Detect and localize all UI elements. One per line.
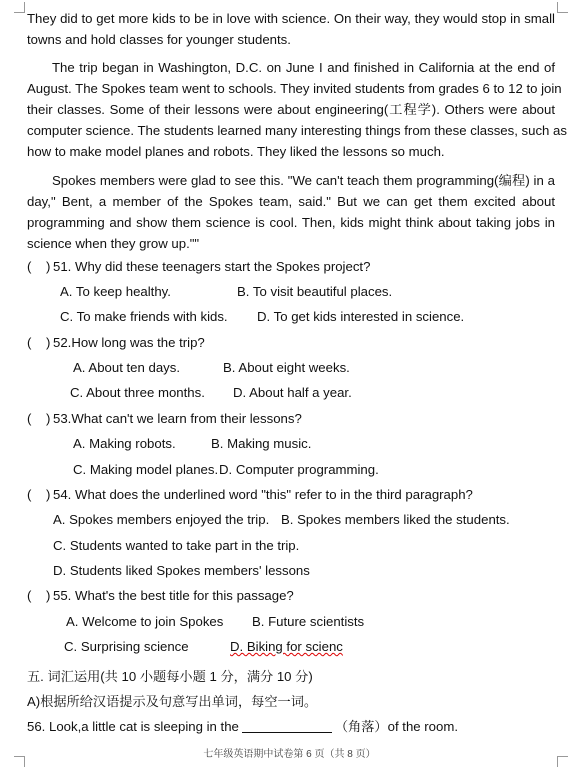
question-stem: 53.What can't we learn from their lessons? [53, 411, 302, 426]
passage-line: August. The Spokes team went to schools. They invited students from grades 6 to 12 to join [27, 81, 562, 96]
passage-line: They did to get more kids to be in love with science. On their way, they would stop in small [27, 11, 555, 26]
margin-corner-top-right [557, 2, 568, 13]
option-b: B. Future scientists [252, 614, 365, 629]
option-c: C. Surprising science [64, 639, 189, 654]
answer-paren-close: ) [46, 411, 51, 426]
passage-line: their classes. Some of their lessons were about engineering(工程学). Others were about [27, 102, 555, 117]
option-d: D. Students liked Spokes members' lessons [53, 563, 310, 578]
section-heading: 五. 词汇运用(共 10 小题每小题 1 分，满分 10 分) [27, 669, 313, 684]
option-d: D. About half a year. [233, 385, 352, 400]
option-c: C. Making model planes. [73, 462, 219, 477]
option-c: C. About three months. [70, 385, 205, 400]
chinese-hint: （角落） [334, 719, 388, 734]
answer-paren-close: ) [46, 487, 51, 502]
question-stem: 52.How long was the trip? [53, 335, 205, 350]
option-d: D. Biking for scienc [230, 639, 343, 654]
passage-line: Spokes members were glad to see this. "We can't teach them programming(编程) in a [52, 173, 555, 188]
passage-line: day," Bent, a member of the Spokes team, said." But we can get them excited about [27, 194, 555, 209]
option-c: C. To make friends with kids. [60, 309, 228, 324]
answer-paren-close: ) [46, 259, 51, 274]
section-subheading: A)根据所给汉语提示及句意写出单词，每空一词。 [27, 694, 318, 709]
option-a: A. To keep healthy. [60, 284, 171, 299]
question-stem: 55. What's the best title for this passage? [53, 588, 294, 603]
passage-line: computer science. The students learned many interesting things from these classes, such as [27, 123, 567, 138]
answer-paren-close: ) [46, 335, 51, 350]
passage-line: programming and show them science is cool. Then, kids might think about taking jobs in [27, 215, 555, 230]
option-b: B. Making music. [211, 436, 312, 451]
question-stem: 51. Why did these teenagers start the Spokes project? [53, 259, 371, 274]
answer-paren-open: ( [27, 411, 32, 426]
option-a: A. Making robots. [73, 436, 176, 451]
option-b: B. About eight weeks. [223, 360, 350, 375]
answer-blank[interactable] [242, 719, 332, 733]
margin-corner-top-left [14, 2, 25, 13]
option-c: C. Students wanted to take part in the trip. [53, 538, 300, 553]
option-a: A. About ten days. [73, 360, 181, 375]
question-text: 56. Look,a little cat is sleeping in the [27, 719, 239, 734]
answer-paren-open: ( [27, 487, 32, 502]
question-text-end: of the room. [387, 719, 458, 734]
page-footer: 七年级英语期中试卷第 6 页（共 8 页） [203, 749, 376, 760]
option-a: A. Spokes members enjoyed the trip. [53, 512, 270, 527]
passage-line: towns and hold classes for younger students. [27, 32, 291, 47]
answer-paren-open: ( [27, 259, 32, 274]
passage-line: The trip began in Washington, D.C. on June I and finished in California at the end of [52, 60, 555, 75]
answer-paren-open: ( [27, 588, 32, 603]
option-b: B. To visit beautiful places. [237, 284, 393, 299]
question-stem: 54. What does the underlined word "this" refer to in the third paragraph? [53, 487, 473, 502]
fill-in-question-56 [27, 718, 555, 736]
passage-line: how to make model planes and robots. They liked the lessons so much. [27, 144, 445, 159]
option-b: B. Spokes members liked the students. [281, 512, 510, 527]
option-d: D. Computer programming. [219, 462, 379, 477]
passage-line: science when they grow up."" [27, 236, 200, 251]
option-a: A. Welcome to join Spokes [66, 614, 224, 629]
answer-paren-open: ( [27, 335, 32, 350]
answer-paren-close: ) [46, 588, 51, 603]
option-d: D. To get kids interested in science. [257, 309, 465, 324]
